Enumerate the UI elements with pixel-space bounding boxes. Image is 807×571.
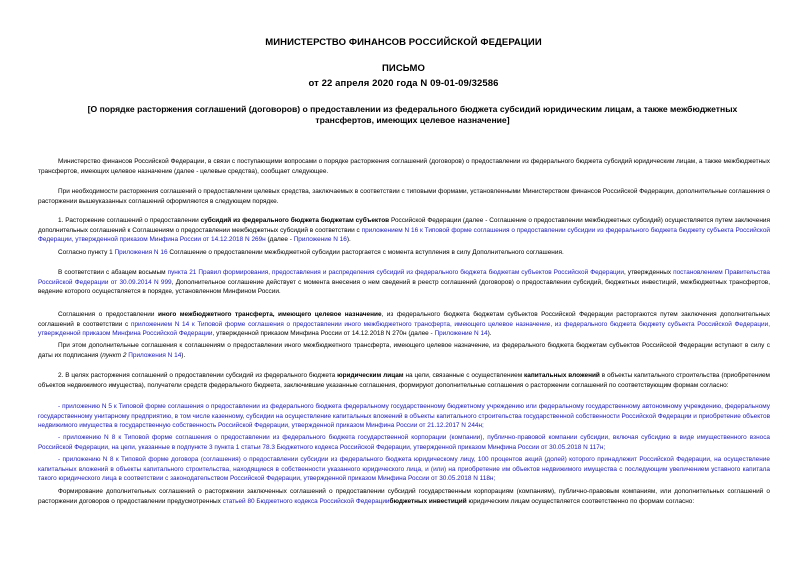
text: , утвержденной приказом Минфина России от 14.12.2018 N 270н (далее - [212, 330, 435, 337]
ministry-heading: МИНИСТЕРСТВО ФИНАНСОВ РОССИЙСКОЙ ФЕДЕРАЦИИ [265, 37, 542, 48]
link-appendix-14[interactable]: Приложения N 14 [128, 351, 182, 359]
link-appendix-16[interactable]: Приложение N 16 [293, 236, 347, 243]
text: в объекты капитального строительства (приобретением объектов недвижимого имущества), получатели средств федерального бюджета, заключившие указанные соглашения, формируют дополнительные соглашения о расторжении соглашений по соответствующим формам согласно: [38, 372, 770, 389]
link-appendix-16-order-269n[interactable]: приложением N 16 к Типовой форме соглашения о предоставлении субсидии из федерального бюджета бюджету субъекта Российской Федерации, утвержденной приказом Минфина России от 14.12.2018 N 269н [38, 226, 770, 243]
link-resolution-999[interactable]: постановлением Правительства Российской Федерации от 30.09.2014 N 999 [38, 269, 771, 286]
text: Согласно пункту 1 [58, 249, 115, 256]
italic-text: пункт 2 [102, 351, 129, 359]
link-budget-code-article-80[interactable]: статьей 80 Бюджетного кодекса Российской Федерации [222, 497, 390, 505]
link-appendix-8-order-118n[interactable]: - приложению N 8 к Типовой форме договора (соглашения) о предоставлении субсидии из федерального бюджета юридическому лицу, 100 процентов акций (долей) которого принадлежит Российской Федерации, на осуществление капитальных вложений в объекты капитального строительства, находящиеся в собственности указанного юридического лица, и (или) на приобретение им объектов недвижимого имущества с последующим увеличением уставного капитала такого юридического лица в соответствии с законодательством Российской Федерации, утвержденной приказом Минфина России от 30.05.2018 N 118н; [38, 456, 770, 482]
bold-text: иного межбюджетного трансферта, имеющего целевое назначение [157, 311, 382, 318]
link-appendix-14[interactable]: Приложение N 14 [434, 330, 488, 337]
link-rules-clause-21[interactable]: пункта 21 Правил формирования, предоставления и распределения субсидий из федерального бюджета бюджетам субъектов Российской Федерации [167, 269, 624, 276]
text: , утвержденных [623, 269, 674, 276]
text: ). [181, 351, 186, 359]
paragraph-procedure: При необходимости расторжения соглашений о предоставлении целевых средства, заключаемых в соответствии с типовыми формами, установленными Министерством финансов Российской Федерации, дополнительные соглашения о расторжении вышеуказанных соглашений оформляются в следующем порядке. [38, 188, 770, 205]
text: 1. Расторжение соглашений о предоставлении [58, 217, 201, 224]
text: ). [487, 330, 492, 337]
link-appendix-16[interactable]: Приложения N 16 [114, 249, 168, 256]
text: В соответствии с абзацем восьмым [58, 269, 168, 276]
paragraph-registry [38, 268, 770, 297]
paragraph-section-2 [38, 371, 770, 390]
paragraph-other-transfers [38, 310, 770, 339]
text: , из федерального бюджета бюджетам субъектов Российской Федерации расторгаются путем заключения дополнительных соглашений в соответствии с [38, 311, 770, 328]
paragraph-termination-moment [38, 248, 770, 258]
document-title: [О порядке расторжения соглашений (договоров) о предоставлении из федерального бюджета субсидий юридическим лицам, а также межбюджетных трансфертов, имеющих целевое назначение] [87, 104, 738, 125]
text: ). [346, 236, 351, 243]
text: При этом дополнительные соглашения к соглашениям о предоставлении иного межбюджетного трансферта, имеющего целевое назначение, из федерального бюджета бюджетам субъектов Российской Федерации вступают в силу с даты их подписания ( [38, 342, 770, 359]
link-appendix-14-form[interactable]: приложением N 14 к Типовой форме соглашения о предоставлении иного межбюджетного трансферта, имеющего целевое назначение, из федерального бюджета бюджету субъекта Российской Федерации, утвержденной приказом Минфина Российской Федерации [38, 320, 771, 337]
text: , Дополнительное соглашение действует с момента внесения о нем сведений в реестр соглашений (договоров) о предоставлении субсидий, бюджетных инвестиций, межбюджетных трансфертов, ведение которого осуществляется в порядке, установленном Минфином России. [38, 278, 770, 295]
document-type: ПИСЬМО [381, 63, 425, 74]
text: Соглашения о предоставлении [58, 311, 158, 318]
text: на цели, связанные с осуществлением [403, 372, 525, 379]
bold-text: капитальных вложений [524, 372, 600, 379]
link-appendix-5-order-244n[interactable]: - приложению N 5 к Типовой форме соглашения о предоставлении из федерального бюджета федеральному государственному бюджетному учреждению или федеральному государственному автономному учреждению, федеральному государственному унитарному предприятию, в том числе казенному, субсидии на осуществление капитальных вложений в объекты капитального строительства государственной собственности Российской Федерации и приобретение объектов недвижимого имущества в государственную собственность Российской Федерации, утвержденной приказом Минфина России от 21.12.2017 N 244н; [38, 403, 770, 429]
text: 2. В целях расторжения соглашений о предоставлении субсидий из федерального бюджета [58, 372, 338, 379]
text: (далее - [265, 236, 294, 243]
paragraph-investments [38, 487, 770, 506]
link-appendix-8-order-117n[interactable]: - приложению N 8 к Типовой форме соглашения о предоставлении из федерального бюджета государственной корпорации (компании), публично-правовой компании субсидии, включая субсидию в виде имущественного взноса Российской Федерации, на цели, указанные в подпункте 3 пункта 1 статьи 78.3 Бюджетного кодекса Российской Федерации, утвержденной приказом Минфина России от 30.05.2018 N 117н; [38, 434, 770, 451]
text: Соглашение о предоставлении межбюджетной субсидии расторгается с момента вступления в силу Дополнительного соглашения. [167, 249, 564, 256]
text: Формирование дополнительных соглашений о расторжении заключенных соглашений о предоставлении субсидий государственным корпорациям (компаниям), публично-правовым компаниям, или дополнительных соглашений о расторжении договоров о предоставлении предусмотренных [38, 488, 770, 505]
bold-text: бюджетных инвестиций [389, 497, 467, 505]
text: юридическим лицам осуществляется соответственно по формам согласно: [466, 497, 695, 505]
paragraph-section-1 [38, 216, 770, 245]
document-date-number: от 22 апреля 2020 года N 09-01-09/32586 [308, 78, 499, 89]
text: Российской Федерации (далее - Соглашение о предоставлении межбюджетных субсидий) осуществляется путем заключения дополнительных соглашений к Соглашениям о предоставлении межбюджетных субсидий в соответствии с [38, 217, 770, 234]
bold-text: субсидий из федерального бюджета бюджетам субъектов [200, 217, 390, 224]
bold-text: юридическим лицам [337, 372, 404, 379]
paragraph-intro: Министерство финансов Российской Федерации, в связи с поступающими вопросами о порядке расторжения соглашений (договоров) о предоставлении из федерального бюджета субсидий юридическим лицам, а также межбюджетных трансфертов, имеющих целевое назначение (далее - целевые средства), сообщает следующее. [38, 158, 770, 175]
paragraph-signing-date [38, 341, 770, 360]
